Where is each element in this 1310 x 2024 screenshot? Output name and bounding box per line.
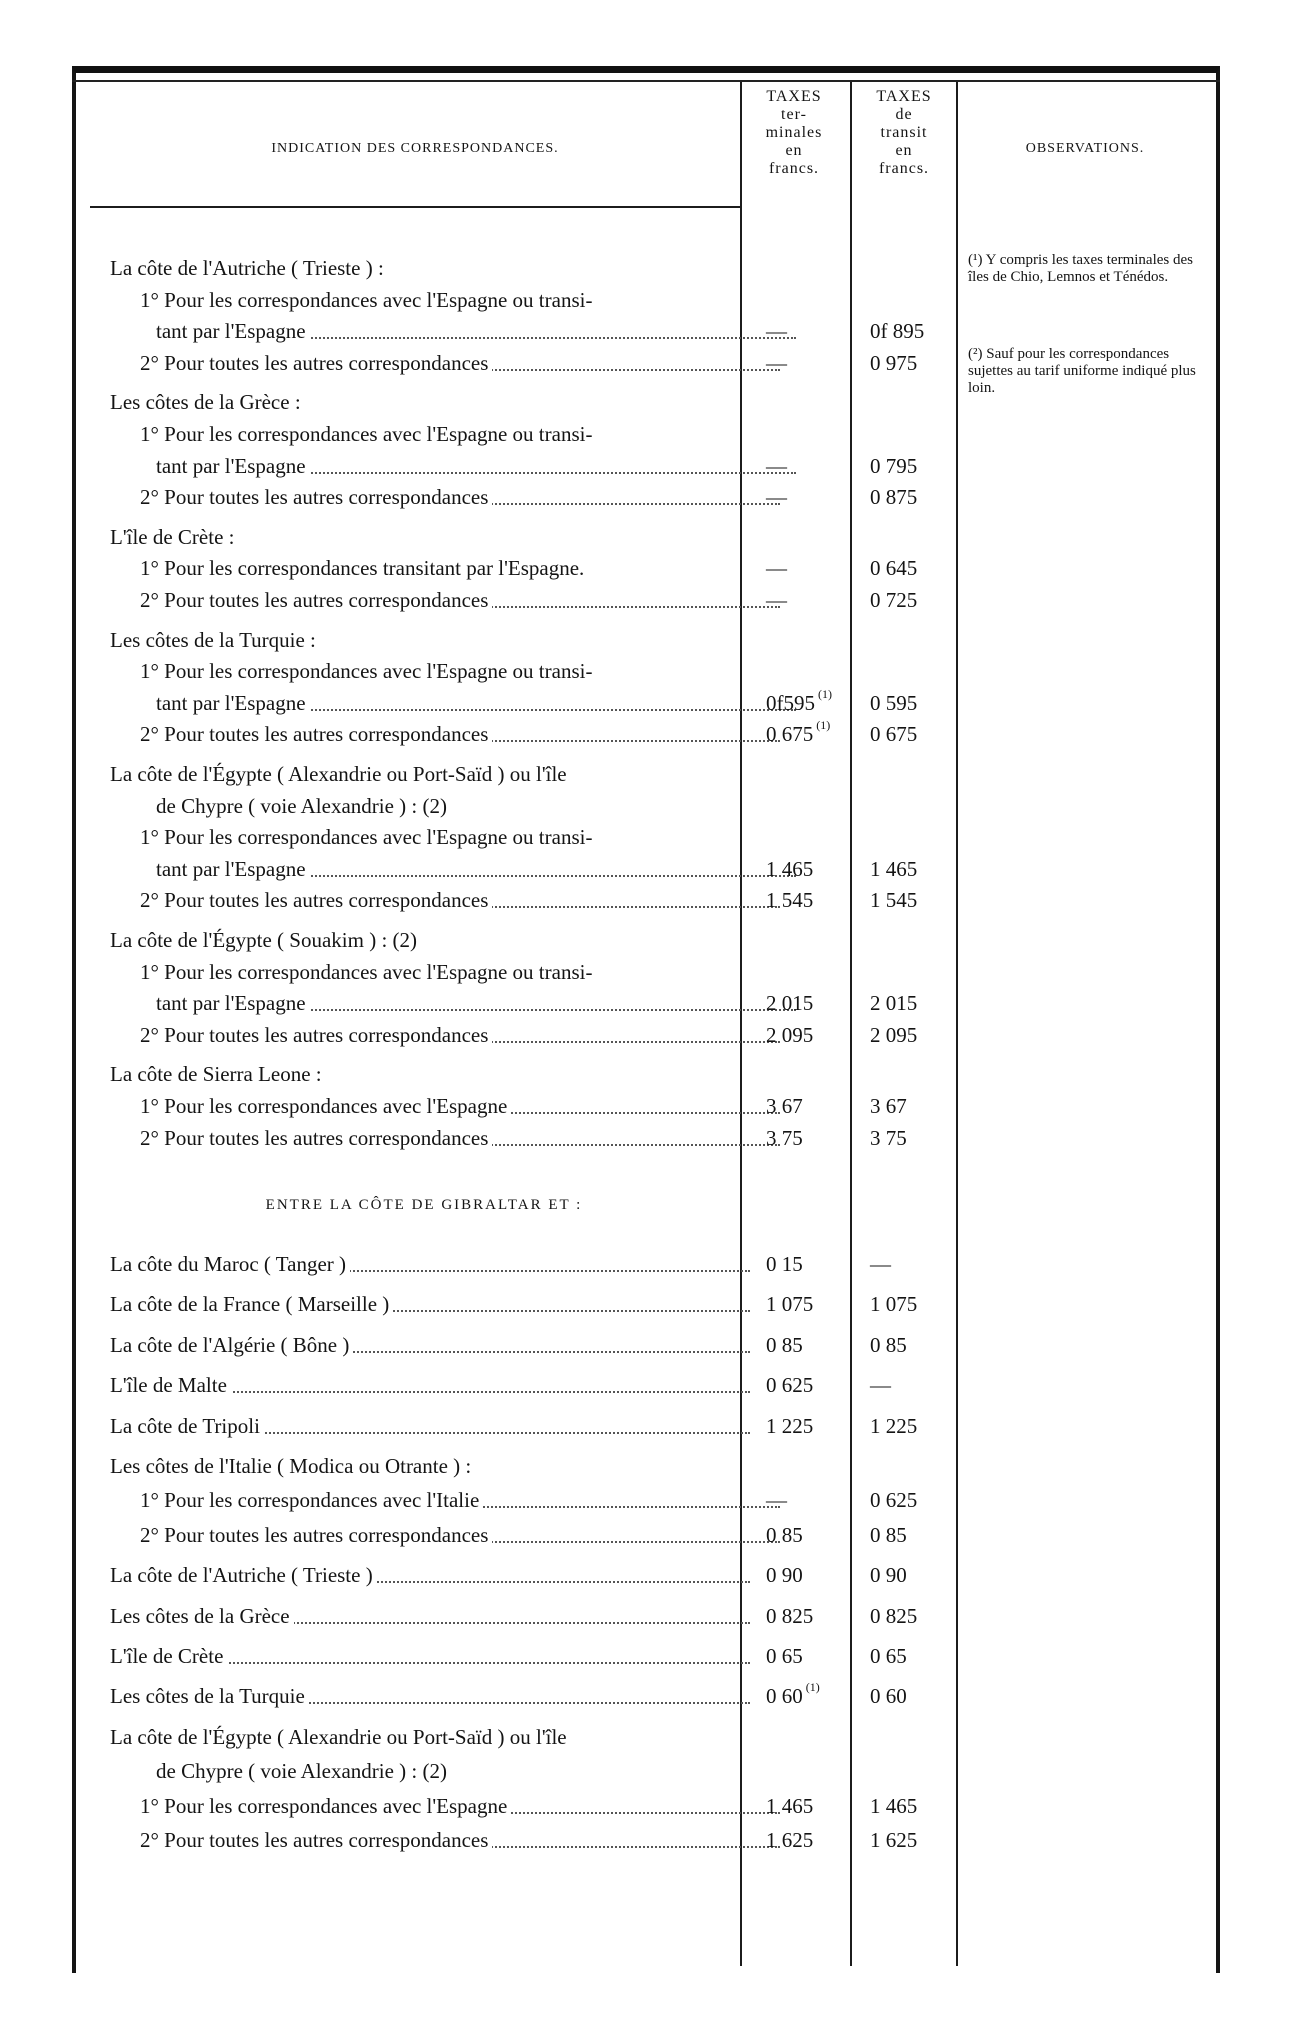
row-label: 1° Pour les correspondances avec l'Espagne ou transi- — [140, 960, 596, 984]
table-row — [156, 687, 796, 719]
taxe-transit-value: 0 595 — [870, 690, 918, 715]
table-row — [156, 853, 796, 885]
row-label: La côte de l'Autriche ( Trieste ) : — [110, 256, 388, 280]
table-row — [110, 252, 750, 284]
row-label: L'île de Crète : — [110, 525, 238, 549]
taxe-transit-value: 0 725 — [870, 588, 918, 612]
table-row — [156, 987, 796, 1019]
table-row — [110, 1248, 750, 1280]
taxe-terminale-value: 3 67 — [766, 1094, 803, 1118]
taxe-transit-value: 1 465 — [870, 1793, 918, 1818]
row-label: de Chypre ( voie Alexandrie ) : (2) — [156, 1759, 451, 1783]
taxe-transit-value: 1 225 — [870, 1413, 918, 1438]
row-label: La côte de l'Égypte ( Alexandrie ou Port-Saïd ) ou l'île — [110, 762, 571, 786]
table-row — [110, 1329, 750, 1361]
table-row — [156, 1755, 796, 1787]
table-row — [110, 924, 750, 956]
row-label: 1° Pour les correspondances transitant par l'Espagne. — [140, 556, 588, 580]
taxe-transit-value: 0 85 — [870, 1522, 907, 1547]
observation-note-2: (²) Sauf pour les correspondances sujettes au tarif uniforme indiqué plus loin. — [968, 346, 1196, 396]
taxe-terminale-value: 1 225 — [766, 1413, 814, 1438]
taxe-terminale-value: 3 75 — [766, 1125, 803, 1150]
table-row — [140, 655, 780, 687]
table-row — [156, 790, 796, 822]
row-label: L'île de Malte — [110, 1373, 231, 1397]
table-row — [140, 584, 780, 616]
taxe-transit-value: 0 875 — [870, 485, 918, 510]
taxe-terminale-value: — — [766, 453, 787, 478]
table-row — [110, 521, 750, 553]
taxe-terminale-value: — — [766, 556, 787, 581]
taxe-terminale-value: 1 625 — [766, 1828, 814, 1852]
taxe-transit-value: 0f 895 — [870, 319, 925, 344]
row-label: La côte de l'Autriche ( Trieste ) — [110, 1563, 377, 1587]
table-row — [140, 347, 780, 379]
taxe-transit-value: 1 625 — [870, 1828, 918, 1852]
row-label: 2° Pour toutes les autres correspondances — [140, 1023, 492, 1047]
table-row — [110, 1058, 750, 1090]
taxe-transit-value: 0 675 — [870, 722, 918, 747]
taxe-terminale-value: 0 85 — [766, 1522, 803, 1547]
taxe-transit-value: 0 825 — [870, 1603, 918, 1628]
header-rule — [90, 206, 740, 208]
row-label: tant par l'Espagne — [156, 991, 310, 1015]
row-label: Les côtes de l'Italie ( Modica ou Otrante ) : — [110, 1454, 475, 1478]
row-label: 1° Pour les correspondances avec l'Espagne — [140, 1794, 511, 1818]
row-label: de Chypre ( voie Alexandrie ) : (2) — [156, 794, 451, 818]
row-label: La côte de Sierra Leone : — [110, 1062, 326, 1086]
row-label: 1° Pour les correspondances avec l'Espagne — [140, 1094, 511, 1118]
row-label: 2° Pour toutes les autres correspondances — [140, 485, 492, 509]
row-label: L'île de Crète — [110, 1644, 227, 1668]
taxe-terminale-value: — — [766, 319, 787, 344]
taxe-terminale-value: 1 465 — [766, 1793, 814, 1818]
taxe-transit-value: 1 545 — [870, 888, 918, 913]
header-observations: OBSERVATIONS. — [1025, 141, 1145, 156]
table-row — [156, 315, 796, 347]
taxe-terminale-value: 1 075 — [766, 1292, 814, 1317]
header-indication: INDICATION DES CORRESPONDANCES. — [271, 141, 559, 156]
row-label: tant par l'Espagne — [156, 857, 310, 881]
row-label: 2° Pour toutes les autres correspondances — [140, 1828, 492, 1852]
table-row — [140, 418, 780, 450]
taxe-transit-value: 2 095 — [870, 1022, 918, 1047]
header-taxes-terminales: TAXES ter- minales en francs. — [765, 88, 823, 177]
taxe-terminale-value: 0f595 $^{(1)}$ — [766, 686, 832, 715]
taxe-terminale-value: 0 625 — [766, 1373, 814, 1398]
table-row — [110, 386, 750, 418]
taxe-terminale-value: 0 675 $^{(1)}$ — [766, 718, 831, 747]
table-row — [110, 1450, 750, 1482]
table-row — [140, 821, 780, 853]
table-row — [140, 884, 780, 916]
taxe-terminale-value: 1 545 — [766, 888, 814, 913]
taxe-terminale-value: 2 095 — [766, 1022, 814, 1047]
row-label: 1° Pour les correspondances avec l'Espagne ou transi- — [140, 288, 596, 312]
table-row — [140, 1019, 780, 1051]
table-top-rule — [72, 80, 1220, 82]
table-row — [140, 718, 780, 750]
taxe-terminale-value: 0 60 $^{(1)}$ — [766, 1680, 820, 1709]
taxe-terminale-value: 0 90 — [766, 1563, 803, 1588]
taxe-terminale-value: — — [766, 588, 787, 612]
row-label: Les côtes de la Turquie — [110, 1684, 309, 1708]
table-row — [110, 1559, 750, 1591]
row-label: 1° Pour les correspondances avec l'Italie — [140, 1488, 483, 1512]
table-row — [110, 1369, 750, 1401]
taxe-transit-value: 1 465 — [870, 856, 918, 881]
table-row — [140, 481, 780, 513]
row-label: La côte de l'Égypte ( Alexandrie ou Port-Saïd ) ou l'île — [110, 1725, 571, 1749]
table-row — [140, 1122, 780, 1154]
taxe-transit-value: 1 075 — [870, 1292, 918, 1317]
taxe-transit-value: 0 795 — [870, 453, 918, 478]
row-label: Les côtes de la Grèce : — [110, 390, 305, 414]
taxe-terminale-value: 0 15 — [766, 1252, 803, 1276]
taxe-transit-value: 0 85 — [870, 1332, 907, 1357]
row-label: 1° Pour les correspondances avec l'Espagne ou transi- — [140, 422, 596, 446]
taxe-terminale-value: — — [766, 350, 787, 375]
row-label: 1° Pour les correspondances avec l'Espagne ou transi- — [140, 825, 596, 849]
row-label: 2° Pour toutes les autres correspondances — [140, 1523, 492, 1547]
taxe-transit-value: — — [870, 1252, 891, 1276]
table-row — [110, 624, 750, 656]
table-row — [140, 1790, 780, 1822]
table-row — [140, 1484, 780, 1516]
taxe-terminale-value: 2 015 — [766, 991, 814, 1016]
row-label: Les côtes de la Turquie : — [110, 628, 320, 652]
row-label: 1° Pour les correspondances avec l'Espagne ou transi- — [140, 659, 596, 683]
table-row — [110, 758, 750, 790]
row-label: 2° Pour toutes les autres correspondances — [140, 588, 492, 612]
taxe-transit-value: 3 75 — [870, 1125, 907, 1150]
taxe-transit-value: 0 645 — [870, 556, 918, 581]
observation-note-1: (¹) Y compris les taxes terminales des îles de Chio, Lemnos et Ténédos. — [968, 252, 1193, 285]
taxe-transit-value: — — [870, 1373, 891, 1398]
row-label: tant par l'Espagne — [156, 454, 310, 478]
taxe-terminale-value: 1 465 — [766, 856, 814, 881]
row-label: Les côtes de la Grèce — [110, 1604, 294, 1628]
row-label: La côte de la France ( Marseille ) — [110, 1292, 393, 1316]
taxe-transit-value: 0 60 — [870, 1684, 907, 1709]
row-label: tant par l'Espagne — [156, 691, 310, 715]
row-label: La côte de l'Égypte ( Souakim ) : (2) — [110, 928, 421, 952]
table-row — [110, 1721, 750, 1753]
table-row — [140, 552, 780, 584]
row-label: La côte de l'Algérie ( Bône ) — [110, 1333, 353, 1357]
row-label: La côte du Maroc ( Tanger ) — [110, 1252, 350, 1276]
taxe-transit-value: 0 65 — [870, 1644, 907, 1668]
table-row — [140, 1090, 780, 1122]
table-row — [110, 1680, 750, 1712]
taxe-transit-value: 0 90 — [870, 1563, 907, 1588]
taxe-terminale-value: 0 65 — [766, 1644, 803, 1668]
header-taxes-transit: TAXES de transit en francs. — [876, 88, 932, 177]
taxe-terminale-value: 0 825 — [766, 1603, 814, 1628]
table-row — [110, 1600, 750, 1632]
section-title: ENTRE LA CÔTE DE GIBRALTAR ET : — [265, 1197, 583, 1213]
row-label: 2° Pour toutes les autres correspondances — [140, 888, 492, 912]
table-row — [140, 1824, 780, 1856]
table-row — [110, 1288, 750, 1320]
taxe-transit-value: 0 975 — [870, 350, 918, 375]
table-row — [140, 284, 780, 316]
taxe-transit-value: 3 67 — [870, 1094, 907, 1118]
row-label: 2° Pour toutes les autres correspondances — [140, 351, 492, 375]
table-row — [110, 1640, 750, 1672]
taxe-transit-value: 0 625 — [870, 1488, 918, 1513]
row-label: tant par l'Espagne — [156, 319, 310, 343]
table-row — [156, 450, 796, 482]
table-row — [110, 1410, 750, 1442]
table-row — [140, 1519, 780, 1551]
table-row — [140, 956, 780, 988]
taxe-transit-value: 2 015 — [870, 991, 918, 1016]
row-label: 2° Pour toutes les autres correspondances — [140, 722, 492, 746]
taxe-terminale-value: — — [766, 485, 787, 510]
taxe-terminale-value: — — [766, 1488, 787, 1513]
row-label: 2° Pour toutes les autres correspondances — [140, 1126, 492, 1150]
taxe-terminale-value: 0 85 — [766, 1332, 803, 1357]
row-label: La côte de Tripoli — [110, 1414, 264, 1438]
